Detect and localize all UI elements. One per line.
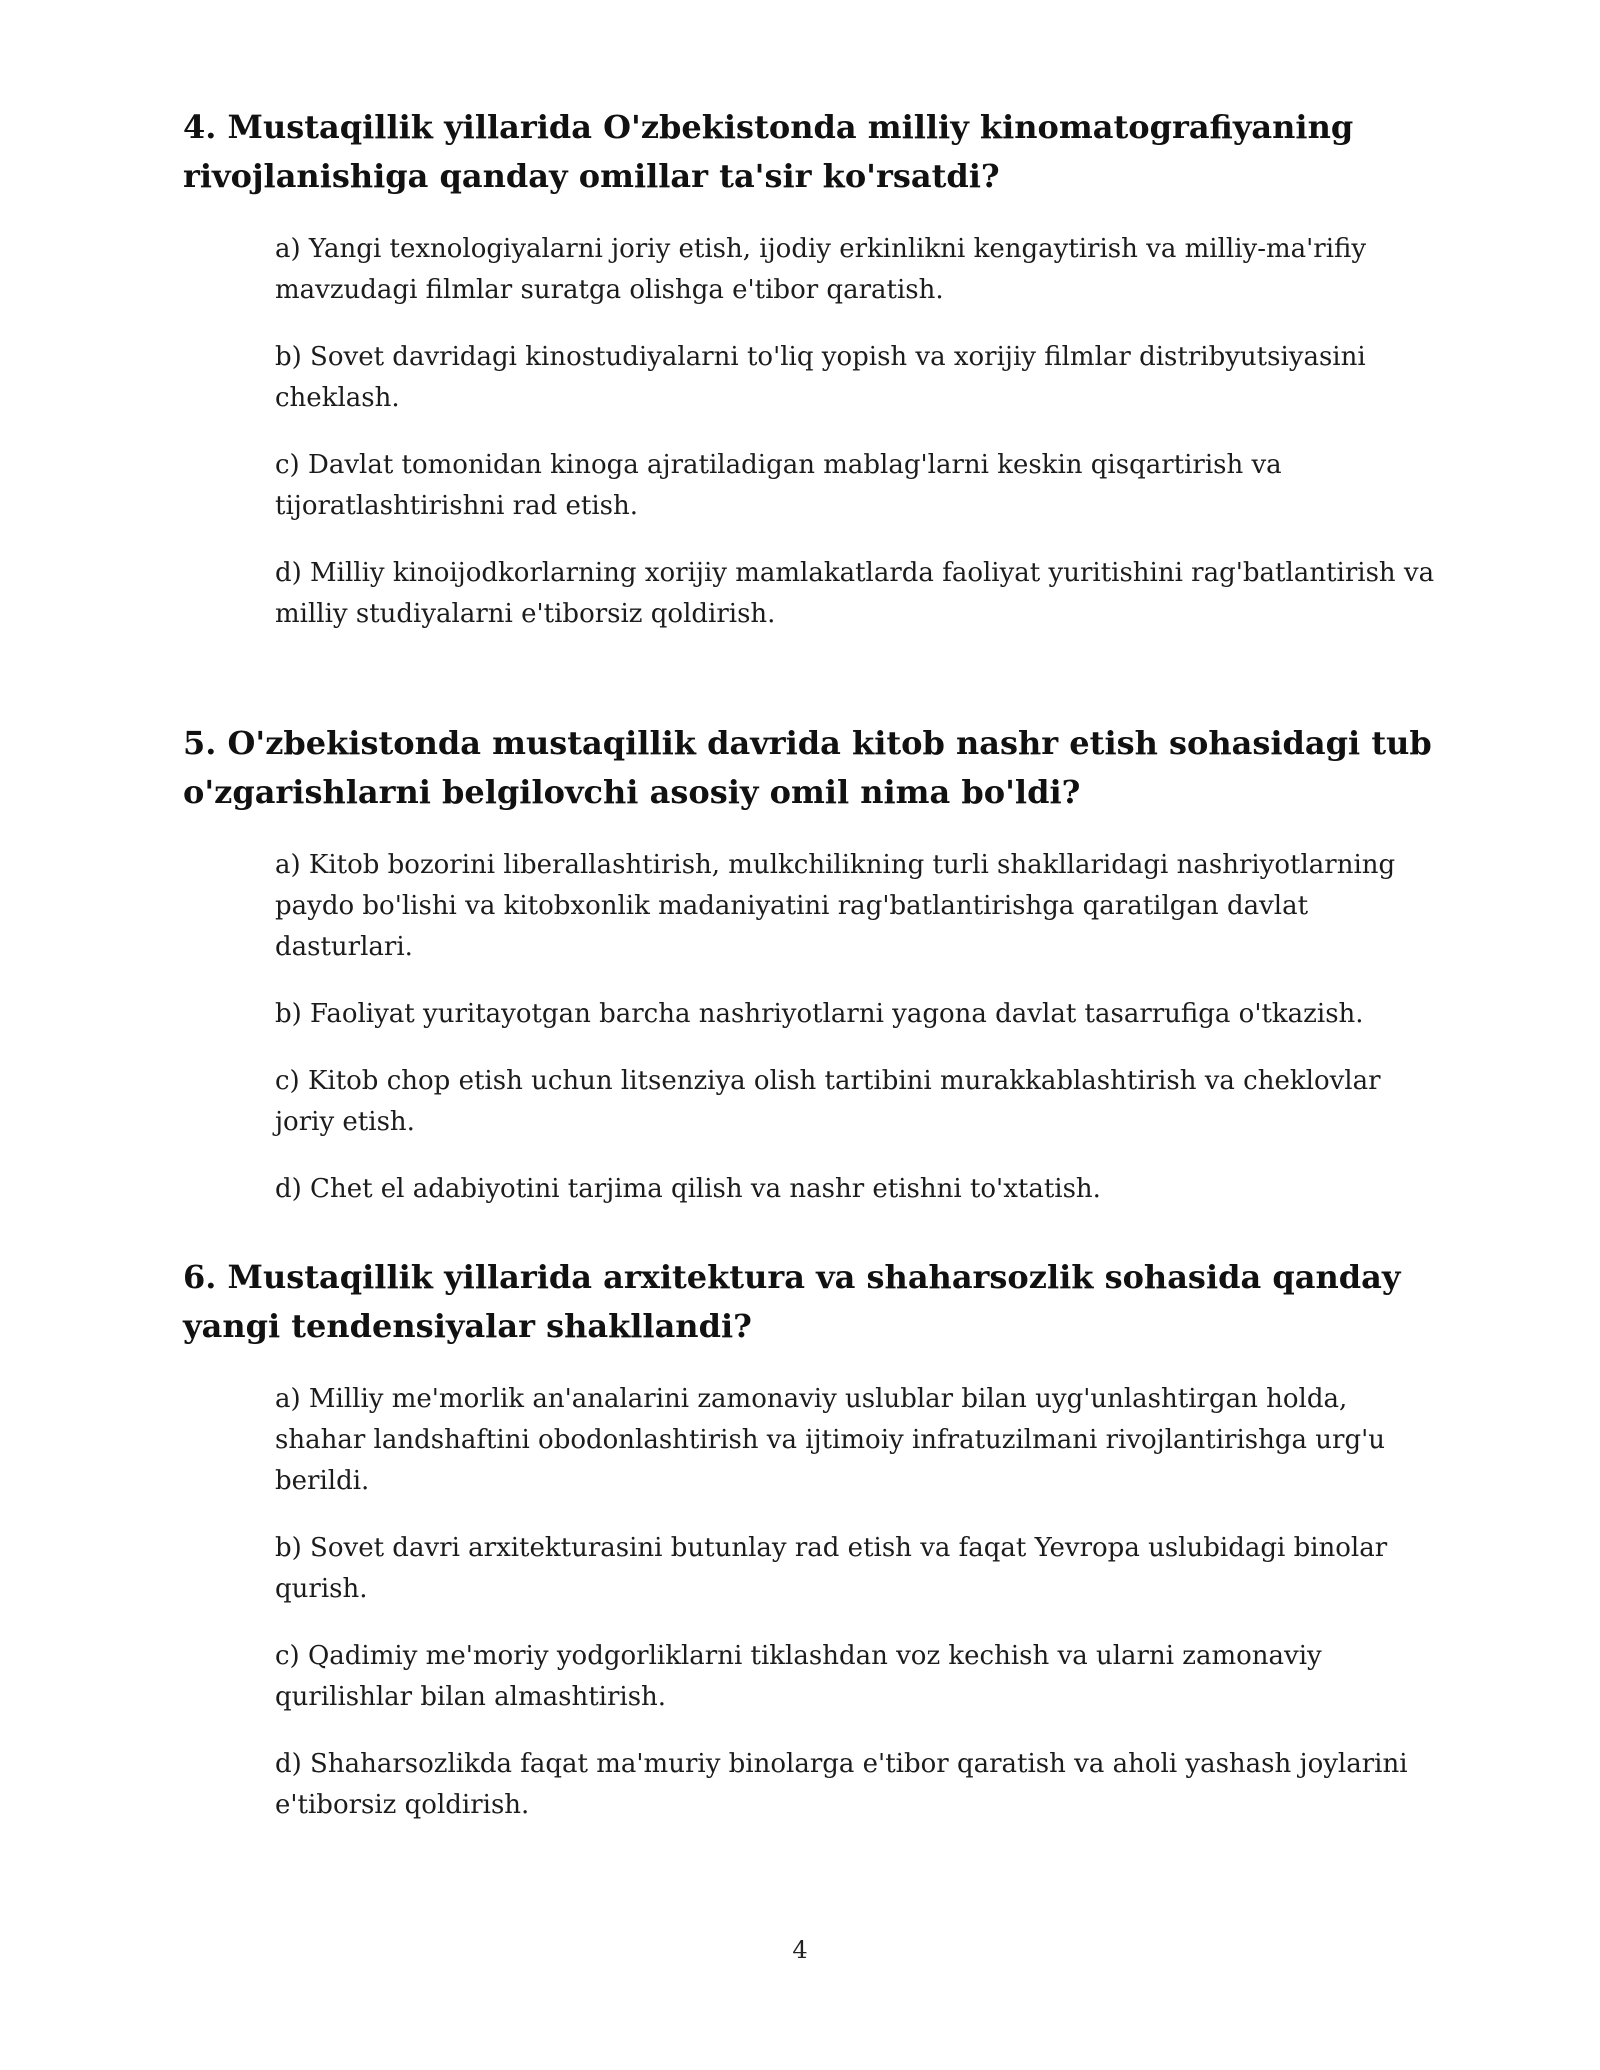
answer-option-c: c) Davlat tomonidan kinoga ajratiladigan mablag'larni keskin qisqartirish va tijoratlashtirishni rad etish. [275,450,1282,521]
answer-options [275,1379,1445,1826]
answer-option-a: a) Yangi texnologiyalarni joriy etish, ijodiy erkinlikni kengaytirish va milliy-ma'rifiy mavzudagi filmlar suratga olishga e'tibor qaratish. [275,234,1367,305]
answer-option-b: b) Sovet davridagi kinostudiyalarni to'liq yopish va xorijiy filmlar distribyutsiyasini cheklash. [275,342,1366,413]
answer-option-b: b) Faoliyat yuritayotgan barcha nashriyotlarni yagona davlat tasarrufiga o'tkazish. [275,999,1364,1029]
question-5 [183,719,1453,1236]
question-title: 4. Mustaqillik yillarida O'zbekistonda milliy kinomatografiyaning rivojlanishiga qanday omillar ta'sir ko'rsatdi? [183,108,1354,195]
answer-option-d: d) Chet el adabiyotini tarjima qilish va nashr etishni to'xtatish. [275,1174,1101,1204]
question-title: 5. O'zbekistonda mustaqillik davrida kitob nashr etish sohasidagi tub o'zgarishlarni belgilovchi asosiy omil nima bo'ldi? [183,724,1432,811]
answer-option-d: d) Milliy kinoijodkorlarning xorijiy mamlakatlarda faoliyat yuritishini rag'batlantirish va milliy studiyalarni e'tiborsiz qoldirish. [275,558,1435,629]
answer-option-c: c) Qadimiy me'moriy yodgorliklarni tiklashdan voz kechish va ularni zamonaviy qurilishlar bilan almashtirish. [275,1641,1322,1712]
page-number: 4 [792,1936,808,1964]
answer-option-d: d) Shaharsozlikda faqat ma'muriy binolarga e'tibor qaratish va aholi yashash joylarini e'tiborsiz qoldirish. [275,1749,1408,1820]
answer-option-a: a) Kitob bozorini liberallashtirish, mulkchilikning turli shakllaridagi nashriyotlarning paydo bo'lishi va kitobxonlik madaniyatini rag'batlantirishga qaratilgan davlat dasturlari. [275,850,1396,962]
question-4 [183,103,1453,661]
answer-option-b: b) Sovet davri arxitekturasini butunlay rad etish va faqat Yevropa uslubidagi binolar qurish. [275,1533,1388,1604]
question-6 [183,1253,1453,1852]
answer-options [275,845,1445,1210]
answer-options [275,229,1445,635]
answer-option-c: c) Kitob chop etish uchun litsenziya olish tartibini murakkablashtirish va cheklovlar joriy etish. [275,1066,1381,1137]
question-title: 6. Mustaqillik yillarida arxitektura va shaharsozlik sohasida qanday yangi tendensiyalar shakllandi? [183,1258,1401,1345]
answer-option-a: a) Milliy me'morlik an'analarini zamonaviy uslublar bilan uyg'unlashtirgan holda, shahar landshaftini obodonlashtirish va ijtimoiy infratuzilmani rivojlantirishga urg'u berildi. [275,1384,1386,1496]
